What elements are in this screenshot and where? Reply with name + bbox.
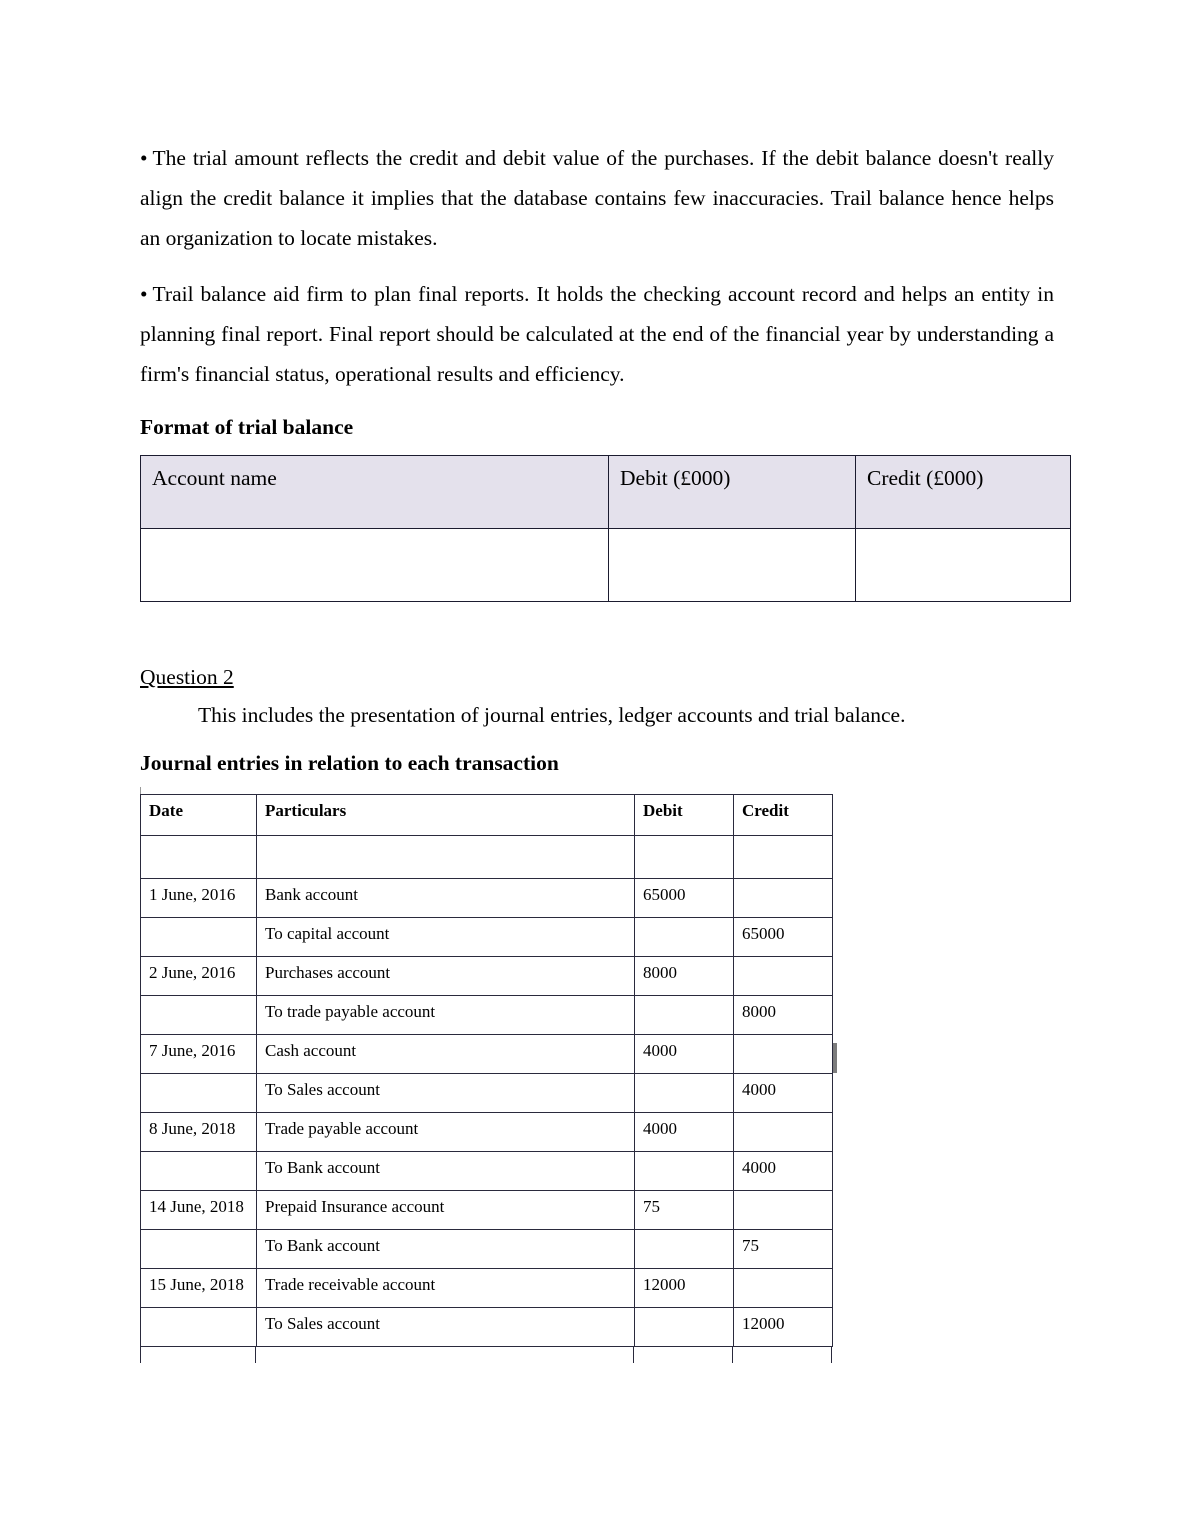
journal-table-body	[141, 836, 833, 1347]
question-2-heading: Question 2	[140, 665, 234, 689]
journal-entries-table	[140, 794, 833, 1347]
cell-credit: 75	[734, 1230, 833, 1269]
cell-particulars: To Sales account	[257, 1074, 635, 1113]
page-content	[140, 138, 1054, 1363]
paragraph-bullet-1	[140, 138, 1054, 258]
cell-account-name	[141, 529, 609, 602]
cell-date	[141, 996, 257, 1035]
table-row	[141, 1230, 833, 1269]
table-row	[141, 529, 1071, 602]
table-anchor-tick-icon	[140, 787, 141, 794]
cell-debit	[635, 1074, 734, 1113]
column-header-debit: Debit (£000)	[609, 456, 856, 529]
cell-debit	[609, 529, 856, 602]
bullet-glyph-2: •	[140, 282, 148, 306]
cell-credit	[734, 879, 833, 918]
cell-credit: 8000	[734, 996, 833, 1035]
cell-particulars: To capital account	[257, 918, 635, 957]
cell-date: 2 June, 2016	[141, 957, 257, 996]
cell-debit: 75	[635, 1191, 734, 1230]
column-header-account-name: Account name	[141, 456, 609, 529]
table-row	[141, 1308, 833, 1347]
column-header-credit: Credit	[734, 795, 833, 836]
cell-debit: 4000	[635, 1113, 734, 1152]
table-resize-handle-icon	[833, 1043, 837, 1073]
cell-date: 15 June, 2018	[141, 1269, 257, 1308]
cell-credit	[734, 957, 833, 996]
cell-credit	[734, 1113, 833, 1152]
cell-particulars: To Sales account	[257, 1308, 635, 1347]
cell-date: 1 June, 2016	[141, 879, 257, 918]
cell-date: 7 June, 2016	[141, 1035, 257, 1074]
table-row	[141, 836, 833, 879]
cell-debit	[635, 996, 734, 1035]
table-row	[141, 957, 833, 996]
cell-date	[141, 1230, 257, 1269]
cell-credit	[734, 1269, 833, 1308]
cell-date	[141, 836, 257, 879]
spacer	[140, 602, 1054, 662]
cell-debit: 65000	[635, 879, 734, 918]
table-row	[141, 1269, 833, 1308]
cell-debit: 12000	[635, 1269, 734, 1308]
table-row	[141, 918, 833, 957]
cell-debit	[635, 836, 734, 879]
table-row	[141, 996, 833, 1035]
cell-date	[141, 918, 257, 957]
column-header-credit: Credit (£000)	[856, 456, 1071, 529]
cell-credit	[856, 529, 1071, 602]
table-row	[141, 1113, 833, 1152]
format-of-trial-balance-heading: Format of trial balance	[140, 415, 354, 439]
table-row	[141, 1191, 833, 1230]
cell-particulars: Prepaid Insurance account	[257, 1191, 635, 1230]
cell-credit	[734, 1035, 833, 1074]
cell-particulars: To Bank account	[257, 1152, 635, 1191]
cell-debit: 8000	[635, 957, 734, 996]
table-header-row	[141, 795, 833, 836]
cell-date: 14 June, 2018	[141, 1191, 257, 1230]
cell-debit	[635, 1152, 734, 1191]
cell-particulars	[257, 836, 635, 879]
table-row	[141, 1152, 833, 1191]
cell-date	[141, 1074, 257, 1113]
paragraph-text-1: The trial amount reflects the credit and debit value of the purchases. If the debit balance doesn't really align the credit balance it implies that the database contains few inaccuracies. Trail balance hence helps an organization to locate mistakes.	[140, 146, 1054, 250]
question-2-intro-text: This includes the presentation of journal entries, ledger accounts and trial balance.	[198, 703, 906, 727]
cell-particulars: To trade payable account	[257, 996, 635, 1035]
column-header-particulars: Particulars	[257, 795, 635, 836]
cell-credit: 4000	[734, 1074, 833, 1113]
column-header-date: Date	[141, 795, 257, 836]
cell-credit	[734, 1191, 833, 1230]
paragraph-text-2: Trail balance aid firm to plan final reports. It holds the checking account record and helps an entity in planning final report. Final report should be calculated at the end of the financial year by understanding a firm's financial status, operational results and efficiency.	[140, 282, 1054, 386]
cell-particulars: Bank account	[257, 879, 635, 918]
cell-date	[141, 1152, 257, 1191]
cell-particulars: Purchases account	[257, 957, 635, 996]
column-header-debit: Debit	[635, 795, 734, 836]
table-row	[141, 1074, 833, 1113]
cell-particulars: Cash account	[257, 1035, 635, 1074]
table-row	[141, 1035, 833, 1074]
cell-credit: 12000	[734, 1308, 833, 1347]
cell-credit	[734, 836, 833, 879]
trial-balance-format-table	[140, 455, 1071, 602]
cell-credit: 65000	[734, 918, 833, 957]
cell-particulars: Trade payable account	[257, 1113, 635, 1152]
cell-debit: 4000	[635, 1035, 734, 1074]
cell-credit: 4000	[734, 1152, 833, 1191]
cell-particulars: To Bank account	[257, 1230, 635, 1269]
journal-table-container	[140, 794, 832, 1363]
cell-debit	[635, 918, 734, 957]
paragraph-bullet-2	[140, 274, 1054, 394]
cell-debit	[635, 1308, 734, 1347]
table-row	[141, 879, 833, 918]
bullet-glyph-1: •	[140, 146, 148, 170]
cell-date	[141, 1308, 257, 1347]
table-header-row	[141, 456, 1071, 529]
cell-particulars: Trade receivable account	[257, 1269, 635, 1308]
journal-entries-heading: Journal entries in relation to each transaction	[140, 751, 559, 775]
journal-table-clipped-row	[140, 1347, 832, 1363]
cell-debit	[635, 1230, 734, 1269]
cell-date: 8 June, 2018	[141, 1113, 257, 1152]
